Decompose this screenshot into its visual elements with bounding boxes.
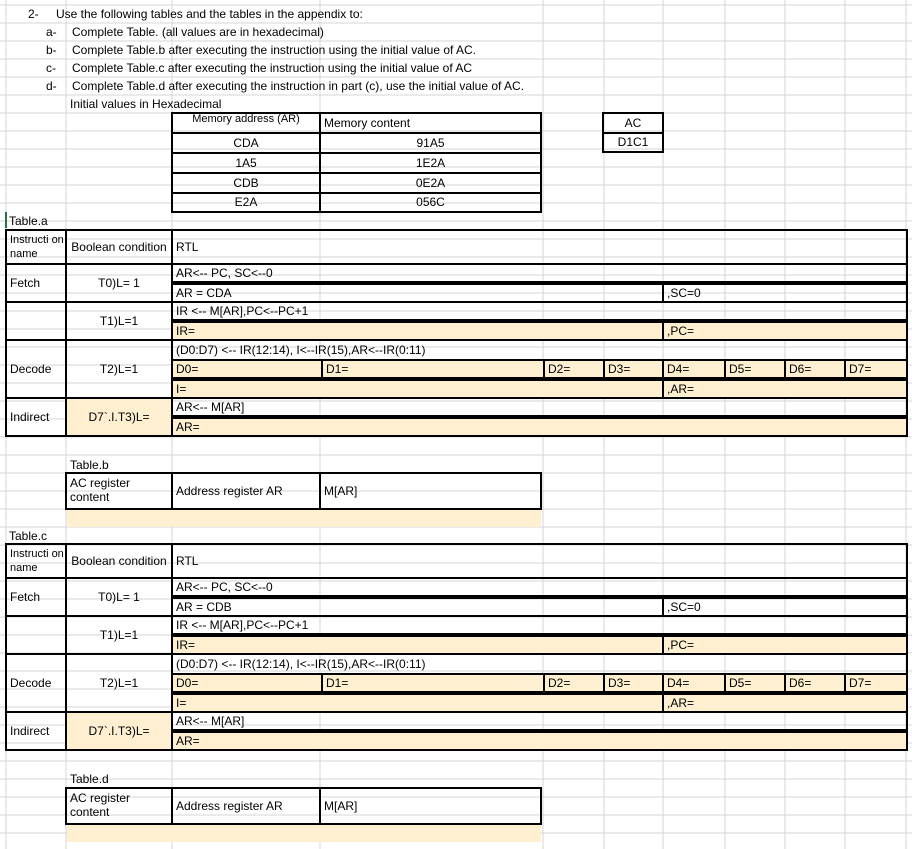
ar-result: AR = CDB	[171, 597, 664, 617]
t1-rtl: IR <-- M[AR],PC<--PC+1	[171, 301, 908, 321]
indirect-rtl: AR<-- M[AR]	[171, 711, 908, 731]
question-intro: Use the following tables and the tables in the appendix to:	[56, 7, 363, 21]
question-number: 2-	[28, 7, 39, 21]
indirect-ar-result-input[interactable]: AR=	[171, 731, 908, 751]
i-result-input[interactable]: I=	[171, 379, 664, 399]
d0-input[interactable]: D0=	[171, 359, 323, 379]
ac-content-header: AC register content	[65, 472, 173, 510]
ir-result-input[interactable]: IR=	[171, 635, 664, 655]
ar-result: AR = CDA	[171, 283, 664, 303]
sc-result: ,SC=0	[662, 597, 908, 617]
initial-values-label: Initial values in Hexadecimal	[70, 97, 222, 111]
t1-rtl: IR <-- M[AR],PC<--PC+1	[171, 615, 908, 635]
t2-rtl: (D0:D7) <-- IR(12:14), I<--IR(15),AR<--IR(0:11)	[171, 339, 908, 361]
pc-result-input[interactable]: ,PC=	[662, 635, 908, 655]
d3-input[interactable]: D3=	[603, 359, 664, 379]
ir-result-input[interactable]: IR=	[171, 321, 664, 341]
memory-content-cell: 056C	[319, 192, 542, 213]
item-text-d: Complete Table.d after executing the instruction in part (c), use the initial value of AC.	[72, 79, 525, 93]
memory-address-cell: E2A	[171, 192, 321, 213]
table-c-title: Table.c	[9, 529, 48, 543]
rtl-header: RTL	[171, 229, 908, 265]
indirect-condition-input[interactable]: D7`.I.T3)L=	[65, 397, 173, 437]
decode-ar-result-input[interactable]: ,AR=	[662, 379, 908, 399]
instruction-name-header: Instructi on name	[5, 543, 67, 579]
table-a-title: Table.a	[9, 214, 48, 228]
t0-condition: T0)L= 1	[65, 263, 173, 303]
rtl-header: RTL	[171, 543, 908, 579]
d2-input[interactable]: D2=	[543, 673, 605, 693]
t1-condition: T1)L=1	[65, 615, 173, 655]
table-b-title: Table.b	[70, 458, 109, 472]
indirect-rtl: AR<-- M[AR]	[171, 397, 908, 417]
d1-input[interactable]: D1=	[321, 673, 545, 693]
t2-rtl: (D0:D7) <-- IR(12:14), I<--IR(15),AR<--IR(0:11)	[171, 653, 908, 675]
table-d-title: Table.d	[70, 772, 109, 786]
indirect-label: Indirect	[5, 711, 67, 751]
decode-label: Decode	[5, 653, 67, 713]
t2-condition: T2)L=1	[65, 653, 173, 713]
fetch-label: Fetch	[5, 263, 67, 303]
item-letter-c: c-	[46, 61, 56, 75]
memory-content-cell: 1E2A	[319, 152, 542, 174]
cell-cursor	[5, 212, 7, 228]
item-text-a: Complete Table. (all values are in hexadecimal)	[72, 25, 324, 39]
d5-input[interactable]: D5=	[724, 673, 786, 693]
item-letter-d: d-	[46, 79, 57, 93]
d6-input[interactable]: D6=	[784, 359, 846, 379]
t1-condition: T1)L=1	[65, 301, 173, 341]
indirect-condition-input[interactable]: D7`.I.T3)L=	[65, 711, 173, 751]
item-text-b: Complete Table.b after executing the instruction using the initial value of AC.	[72, 43, 477, 57]
memory-address-cell: 1A5	[171, 152, 321, 174]
item-letter-b: b-	[46, 43, 57, 57]
boolean-condition-header: Boolean condition	[65, 229, 173, 265]
fetch-t1-name-cell	[5, 301, 67, 341]
memory-content-cell: 91A5	[319, 132, 542, 154]
decode-ar-result-input[interactable]: ,AR=	[662, 693, 908, 713]
ac-content-header: AC register content	[65, 787, 173, 825]
m-ar-header: M[AR]	[319, 472, 542, 510]
item-letter-a: a-	[46, 25, 57, 39]
boolean-condition-header: Boolean condition	[65, 543, 173, 579]
fetch-label: Fetch	[5, 577, 67, 617]
memory-address-cell: CDB	[171, 172, 321, 194]
d2-input[interactable]: D2=	[543, 359, 605, 379]
memory-content-header: Memory content	[319, 112, 542, 134]
t0-rtl: AR<-- PC, SC<--0	[171, 577, 908, 597]
fetch-t1-name-cell	[5, 615, 67, 655]
address-register-header: Address register AR	[171, 472, 321, 510]
d5-input[interactable]: D5=	[724, 359, 786, 379]
d4-input[interactable]: D4=	[662, 359, 726, 379]
indirect-ar-result-input[interactable]: AR=	[171, 417, 908, 437]
d1-input[interactable]: D1=	[321, 359, 545, 379]
table-d-answer-row[interactable]	[67, 825, 541, 842]
ac-value: D1C1	[602, 132, 664, 153]
memory-content-cell: 0E2A	[319, 172, 542, 194]
sc-result: ,SC=0	[662, 283, 908, 303]
d7-input[interactable]: D7=	[844, 359, 908, 379]
i-result-input[interactable]: I=	[171, 693, 664, 713]
address-register-header: Address register AR	[171, 787, 321, 825]
d6-input[interactable]: D6=	[784, 673, 846, 693]
indirect-label: Indirect	[5, 397, 67, 437]
m-ar-header: M[AR]	[319, 787, 542, 825]
memory-address-header: Memory address (AR)	[171, 112, 321, 134]
table-b-answer-row[interactable]	[67, 510, 541, 527]
memory-address-cell: CDA	[171, 132, 321, 154]
decode-label: Decode	[5, 339, 67, 399]
d0-input[interactable]: D0=	[171, 673, 323, 693]
ac-header: AC	[602, 112, 664, 134]
t0-rtl: AR<-- PC, SC<--0	[171, 263, 908, 283]
d3-input[interactable]: D3=	[603, 673, 664, 693]
t0-condition: T0)L= 1	[65, 577, 173, 617]
d7-input[interactable]: D7=	[844, 673, 908, 693]
item-text-c: Complete Table.c after executing the instruction using the initial value of AC	[72, 61, 473, 75]
instruction-name-header: Instructi on name	[5, 229, 67, 265]
d4-input[interactable]: D4=	[662, 673, 726, 693]
t2-condition: T2)L=1	[65, 339, 173, 399]
pc-result-input[interactable]: ,PC=	[662, 321, 908, 341]
